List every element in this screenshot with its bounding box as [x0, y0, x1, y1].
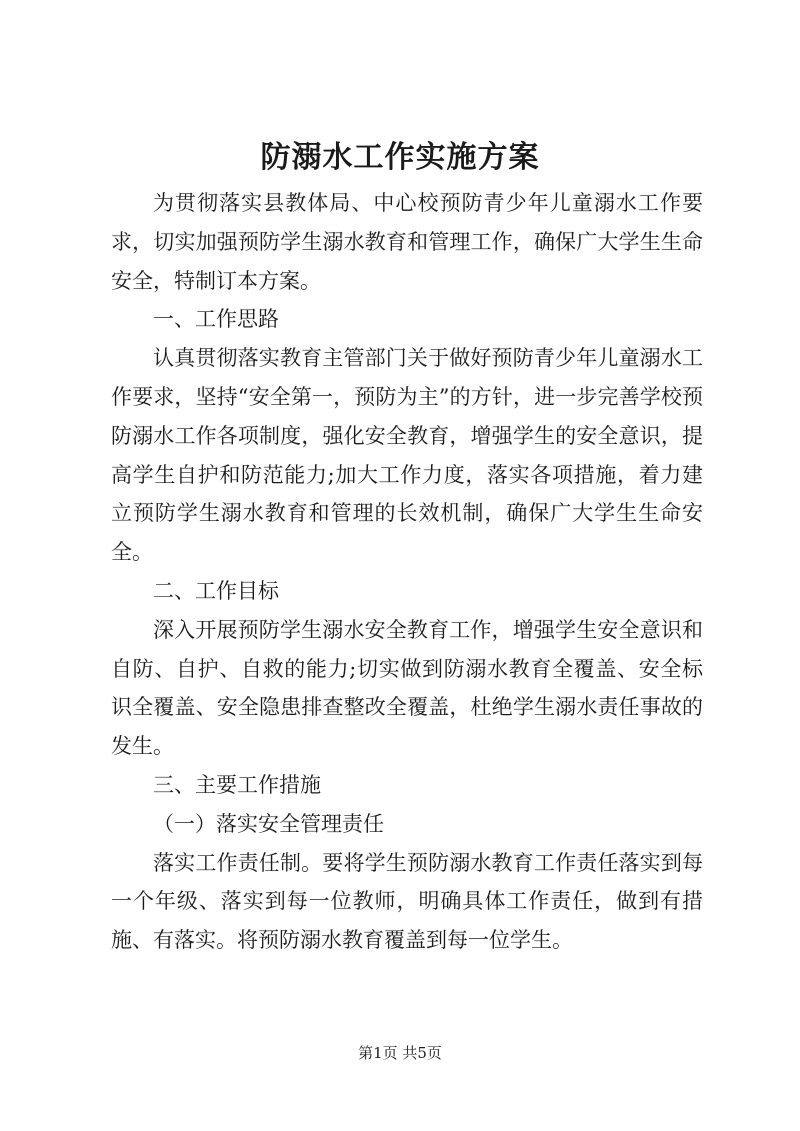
intro-paragraph: 为贯彻落实县教体局、中心校预防青少年儿童溺水工作要求，切实加强预防学生溺水教育和管理工作，确保广大学生生命安全，特制订本方案。 [111, 191, 703, 293]
subsection-heading-safety-responsibility: （一）落实安全管理责任 [153, 811, 384, 836]
work-idea-paragraph: 认真贯彻落实教育主管部门关于做好预防青少年儿童溺水工作要求，坚持“安全第一，预防为主”的方针，进一步完善学校预防溺水工作各项制度，强化安全教育，增强学生的安全意识，提高学生自护和防范能力;加大工作力度，落实各项措施，着力建立预防学生溺水教育和管理的长效机制，确保广大学生生命安全。 [111, 346, 703, 565]
section-heading-work-goal: 二、工作目标 [153, 578, 279, 603]
section-heading-work-idea: 一、工作思路 [153, 307, 279, 332]
page-number-footer: 第1页 共5页 [358, 1044, 442, 1062]
document-title: 防溺水工作实施方案 [260, 140, 540, 175]
document-body [111, 184, 703, 960]
section-heading-main-measures: 三、主要工作措施 [153, 772, 321, 797]
work-goal-paragraph: 深入开展预防学生溺水安全教育工作，增强学生安全意识和自防、自护、自救的能力;切实做到防溺水教育全覆盖、安全标识全覆盖、安全隐患排查整改全覆盖，杜绝学生溺水责任事故的发生。 [111, 617, 703, 759]
safety-responsibility-paragraph: 落实工作责任制。要将学生预防溺水教育工作责任落实到每一个年级、落实到每一位教师，明确具体工作责任，做到有措施、有落实。将预防溺水教育覆盖到每一位学生。 [111, 850, 703, 953]
